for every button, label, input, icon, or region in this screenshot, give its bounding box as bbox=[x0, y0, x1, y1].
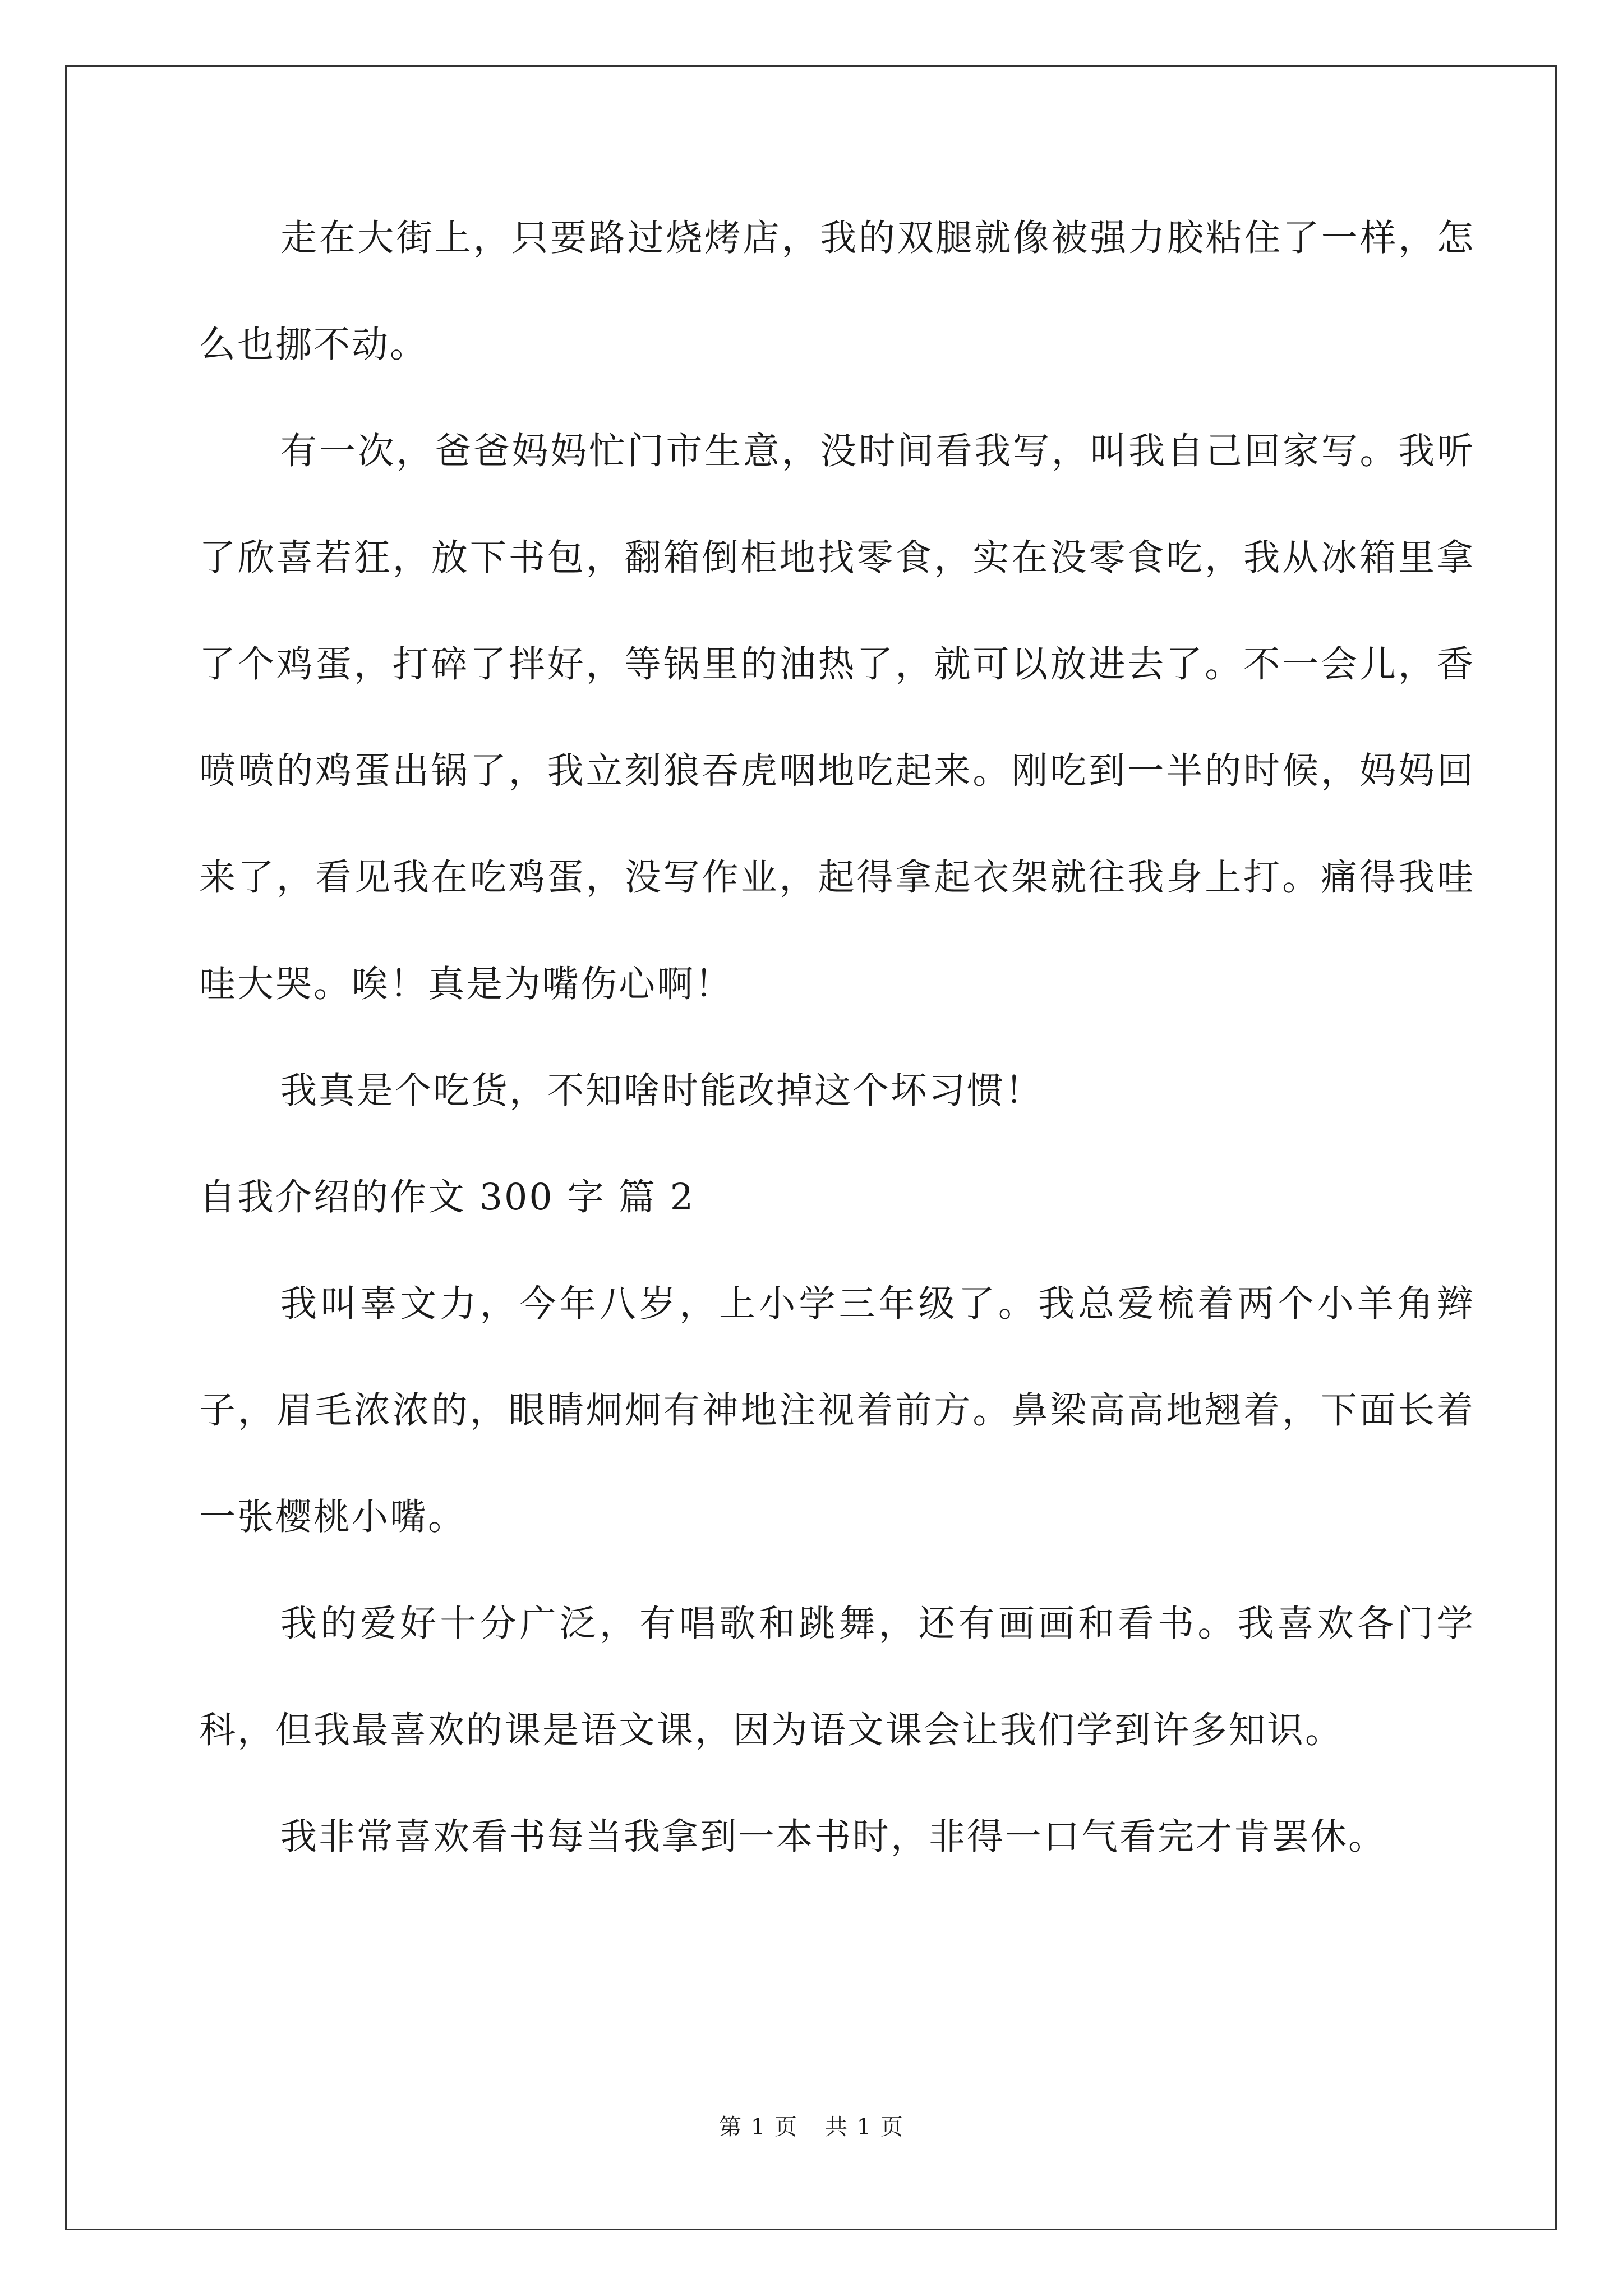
section-paragraph-1: 我叫辜文力，今年八岁，上小学三年级了。我总爱梳着两个小羊角辫子，眉毛浓浓的，眼睛炯炯有神地注视着前方。鼻梁高高地翘着，下面长着一张樱桃小嘴。 bbox=[199, 1283, 1475, 1538]
paragraph-1: 走在大街上，只要路过烧烤店，我的双腿就像被强力胶粘住了一样，怎么也挪不动。 bbox=[199, 217, 1475, 366]
document-body bbox=[199, 185, 1475, 1890]
section-paragraph-3: 我非常喜欢看书每当我拿到一本书时，非得一口气看完才肯罢休。 bbox=[280, 1816, 1387, 1858]
section-paragraph-2: 我的爱好十分广泛，有唱歌和跳舞，还有画画和看书。我喜欢各门学科，但我最喜欢的课是语文课，因为语文课会让我们学到许多知识。 bbox=[199, 1603, 1475, 1751]
paragraph-2: 有一次，爸爸妈妈忙门市生意，没时间看我写，叫我自己回家写。我听了欣喜若狂，放下书包，翻箱倒柜地找零食，实在没零食吃，我从冰箱里拿了个鸡蛋，打碎了拌好，等锅里的油热了，就可以放进去了。不一会儿，香喷喷的鸡蛋出锅了，我立刻狼吞虎咽地吃起来。刚吃到一半的时候，妈妈回来了，看见我在吃鸡蛋，没写作业，起得拿起衣架就往我身上打。痛得我哇哇大哭。唉！真是为嘴伤心啊！ bbox=[199, 430, 1475, 1005]
paragraph-3: 我真是个吃货，不知啥时能改掉这个坏习惯！ bbox=[280, 1070, 1044, 1112]
page-total: 共 1 页 bbox=[825, 2114, 904, 2140]
page-number: 第 1 页 bbox=[719, 2114, 798, 2140]
page-footer bbox=[0, 2109, 1623, 2141]
section-heading: 自我介绍的作文 300 字 篇 2 bbox=[199, 1176, 695, 1218]
